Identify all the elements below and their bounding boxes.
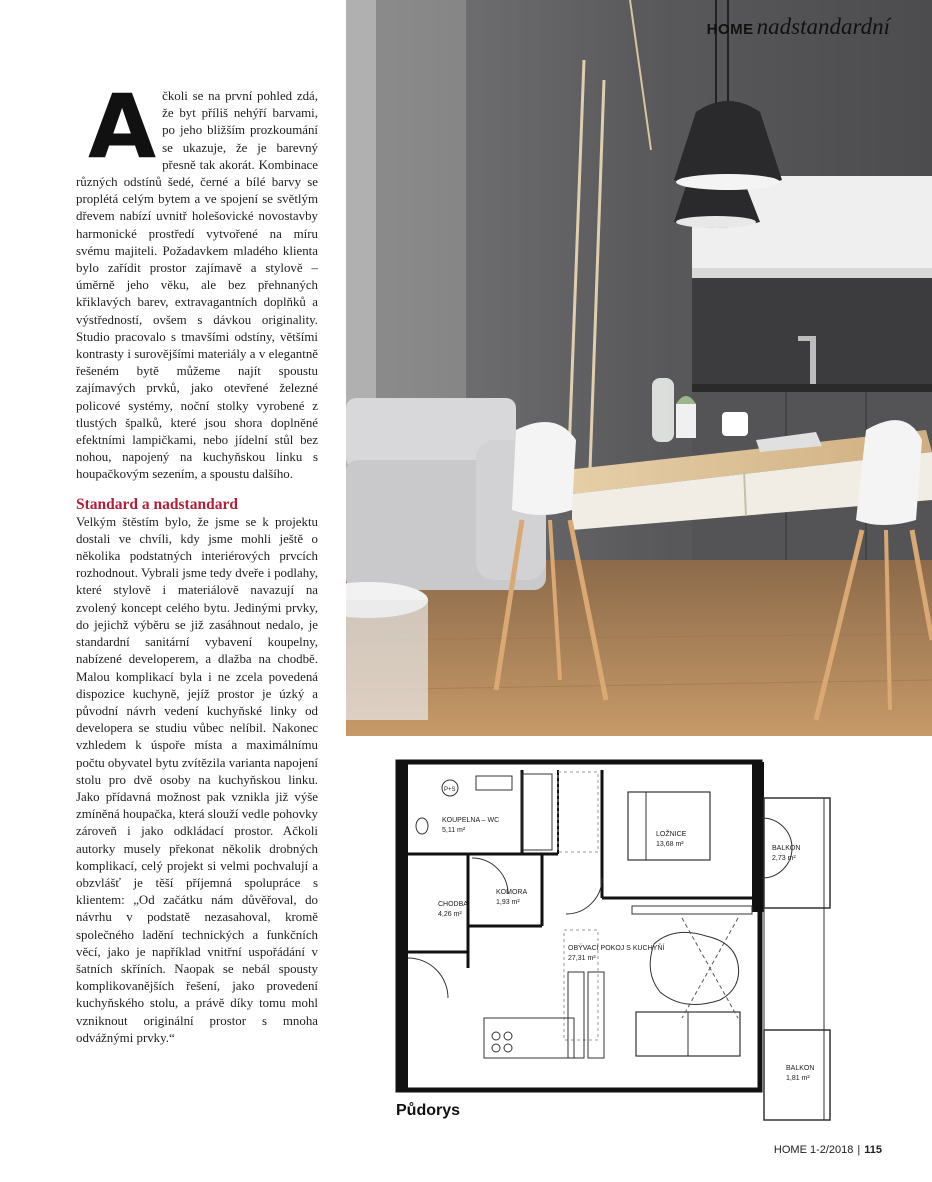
room-storage-area: 1,93 m² <box>496 899 520 906</box>
page-footer <box>774 1144 882 1156</box>
magazine-issue: HOME 1-2/2018 <box>773 1144 854 1156</box>
floor-plan-caption: Půdorys <box>396 1102 461 1119</box>
floor-plan <box>392 758 838 1124</box>
section-subtitle: nadstandardní <box>756 14 890 39</box>
room-hall-name: CHODBA <box>438 901 468 908</box>
wc-symbol: P+S <box>444 787 456 793</box>
section-header <box>707 14 890 40</box>
room-living-area: 27,31 m² <box>568 955 596 962</box>
room-living-name: OBÝVACÍ POKOJ S KUCHYŇÍ <box>568 945 665 952</box>
intro-text: čkoli se na první pohled zdá, že byt příliš nehýří barvami, po jeho bližším prozkoumání se ukazuje, že je barevný přesně tak akorát. Kombinace různých odstínů šedé, černé a bílé barvy se proplétá celým bytem a ve spojení se světlým dřevem nabízí uvnitř holešovické novostavby harmonické prostředí vytvořené na míru svému majiteli. Požadavkem mladého klienta bylo zařídit prostor zajímavě a stylově – úměrně jeho věku, ale bez přehnaných křiklavých barev, extravagantních doplňků a výstředností, ovšem s dávkou originality. Studio pracovalo s tmavšími odstíny, většími kontrasty i surovějšími materiály a v elegantně řešeném bytě můžeme najít spoustu zajímavých prvků, jako otevřené železné policové systémy, noční stolky vyrobené z tlustých špalků, které jsou shora doplněné efektními lampičkami, nebo jídelní stůl bez nohou, napojený na kuchyňskou linku s houpačkovým sezením, a spoustu dalšího. <box>76 89 318 482</box>
interior-photo <box>346 0 932 736</box>
drop-cap: A <box>88 75 157 178</box>
room-balcony2-area: 1,81 m² <box>786 1075 810 1082</box>
room-bedroom-name: LOŽNICE <box>656 831 687 838</box>
room-balcony2-name: BALKON <box>786 1065 815 1072</box>
article-column <box>76 75 318 1047</box>
page-number: 115 <box>864 1144 882 1156</box>
room-balcony1-area: 2,73 m² <box>772 855 796 862</box>
article-intro <box>76 75 318 484</box>
floor-plan-drawing <box>392 758 838 1124</box>
room-storage-name: KOMORA <box>496 889 528 896</box>
section-name: HOME <box>706 21 754 38</box>
footer-separator: | <box>857 1144 861 1156</box>
room-hall-area: 4,26 m² <box>438 911 462 918</box>
room-balcony1-name: BALKON <box>772 845 801 852</box>
interior-photo-illustration <box>346 0 932 736</box>
article-body: Velkým štěstím bylo, že jsme se k projektu dostali ve chvíli, kdy jsme mohli ještě o několika podstatných interiérových prvcích rozhodnout. Vybrali jsme tedy dveře i podlahy, které stylově i materiálově navazují na zvolený koncept celého bytu. Jedinými prvky, do jejichž výběru se již zasáhnout nedalo, je standardní sanitární vybavení koupelny, nabízené developerem, a dlažba na chodbě. Malou komplikací byla i ne zcela povedená dispozice kuchyně, jejíž prostor je úzký a původní návrh vedení kuchyňské linky od developera se studiu vůbec nelíbil. Nakonec vzhledem k úspoře místa a maximálnímu počtu obyvatel bytu zvítězila varianta napojení stolu pro dvě osoby na kuchyňskou linku. Jako přídavná možnost pak vznikla již výše zmíněná houpačka, která slouží vedle pohovky zároveň i jako odkládací prostor. Ačkoli autorky musely překonat několik drobných komplikací, celý projekt si velmi pochvalují a obzvlášť je těší příjemná spolupráce s klientem: „Od začátku nám důvěřoval, do návrhu v podstatě nezasahoval, kromě společného ladění technických a funkčních věcí, jako je například vnitřní uspořádání v šatních skříních. Naopak se nebál spousty komplikovanějších řešení, jako provedení kuchyňského stolu, a právě díky tomu mohl vzniknout originální prostor s mnoha odvážnými prvky.“ <box>76 514 318 1045</box>
room-bedroom-area: 13,68 m² <box>656 841 684 848</box>
room-bath-area: 5,11 m² <box>442 827 466 834</box>
room-bath-name: KOUPELNA – WC <box>442 817 500 824</box>
article-subheading: Standard a nadstandard <box>76 495 238 513</box>
